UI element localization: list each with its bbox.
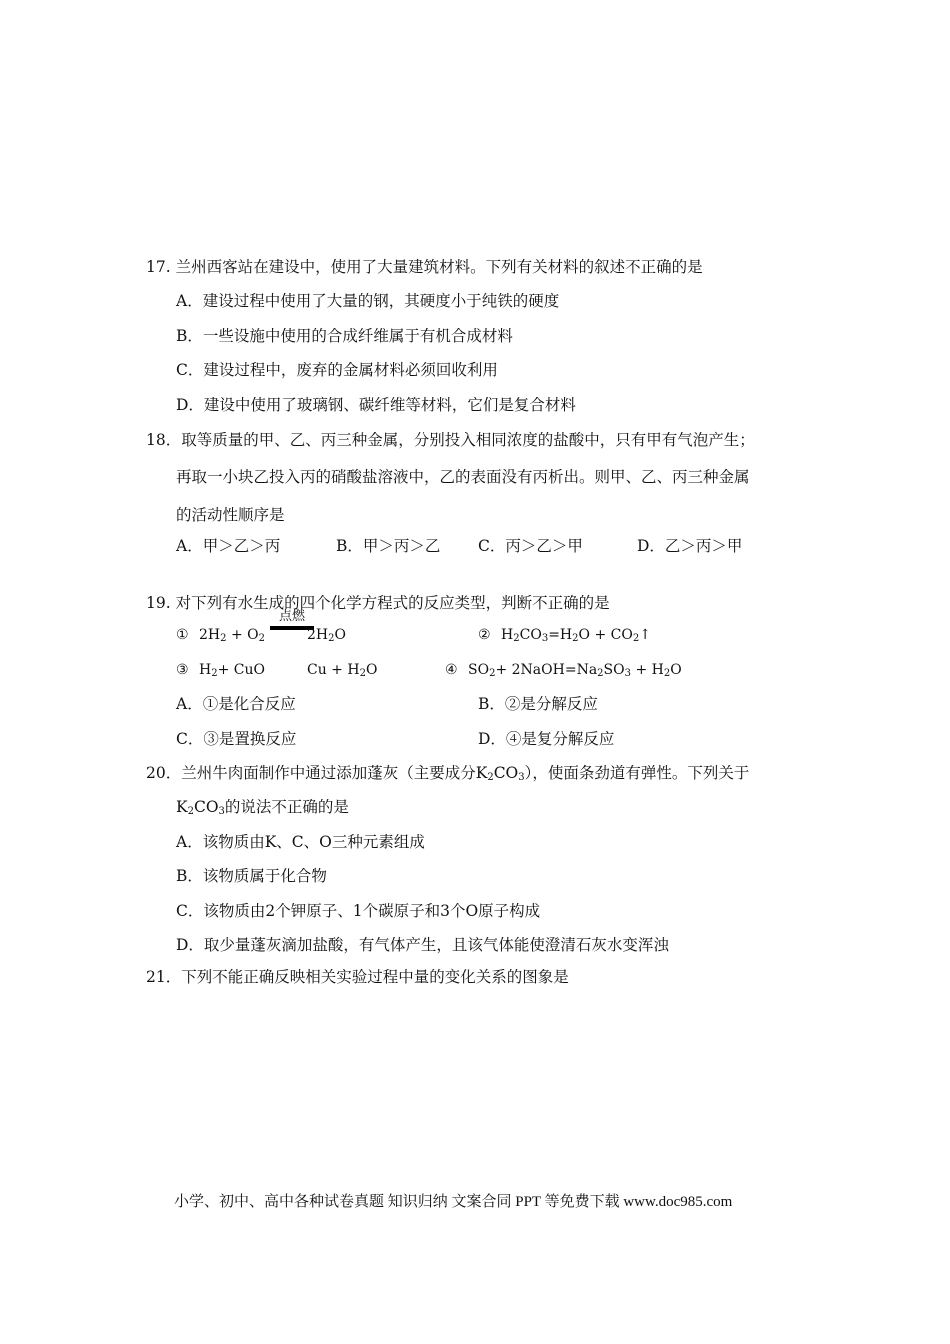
question-17-option-c: C．建设过程中，废弃的金属材料必须回收利用: [176, 361, 498, 379]
question-18-stem-line-1: 18．取等质量的甲、乙、丙三种金属，分别投入相同浓度的盐酸中，只有甲有气泡产生；: [146, 431, 755, 449]
question-21-stem: 21．下列不能正确反映相关实验过程中量的变化关系的图象是: [146, 968, 569, 986]
question-20-option-a: A．该物质由K、C、O三种元素组成: [176, 833, 425, 851]
equation-3-products: $Cu + H_2O$: [307, 662, 378, 679]
question-19-option-b: B．②是分解反应: [478, 695, 598, 713]
question-18-stem-line-2: 再取一小块乙投入丙的硝酸盐溶液中，乙的表面没有丙析出。则甲、乙、丙三种金属: [176, 468, 750, 486]
question-19-stem: 19. 对下列有水生成的四个化学方程式的反应类型，判断不正确的是: [146, 594, 610, 612]
equation-4-number: ④: [445, 662, 458, 678]
question-20-option-c: C．该物质由2个钾原子、1个碳原子和3个O原子构成: [176, 902, 541, 920]
equation-3-number: ③: [176, 662, 189, 678]
question-17-option-b: B．一些设施中使用的合成纤维属于有机合成材料: [176, 327, 513, 345]
question-20-option-b: B．该物质属于化合物: [176, 867, 327, 885]
question-18-stem-line-3: 的活动性顺序是: [176, 506, 285, 524]
equation-4: ④ $SO_2+$ $2NaOH=Na_2SO_3 + H_2O$: [445, 662, 682, 679]
ignite-condition-label: 点燃: [278, 609, 305, 624]
page-footer: 小学、初中、高中各种试卷真题 知识归纳 文案合同 PPT 等免费下载 www.doc985.com: [174, 1194, 733, 1210]
equation-2-number: ②: [478, 627, 491, 643]
question-20-stem-line-1: 20．兰州牛肉面制作中通过添加蓬灰（主要成分$K_2CO_3$），使面条劲道有弹性。下列关于: [146, 764, 750, 783]
question-17-stem: 17. 兰州西客站在建设中，使用了大量建筑材料。下列有关材料的叙述不正确的是: [146, 258, 703, 276]
equation-2: ② $H_2CO_3=H_2O$ + $CO_2↑$: [478, 627, 651, 644]
question-18-option-a: A．甲＞乙＞丙: [176, 537, 281, 555]
question-19-option-c: C．③是置换反应: [176, 730, 297, 748]
question-17-option-a: A．建设过程中使用了大量的钢，其硬度小于纯铁的硬度: [176, 292, 560, 310]
equation-1-number: ①: [176, 627, 189, 643]
equation-3-reactants: ③ $H_2+$ CuO: [176, 662, 265, 679]
equation-1-products: $2H_2O$: [307, 627, 346, 644]
question-20-stem-line-2: $K_2CO_3$的说法不正确的是: [176, 798, 349, 817]
equation-1-reactants: ① $2H_2 + O_2$: [176, 627, 265, 644]
question-19-option-a: A．①是化合反应: [176, 695, 296, 713]
question-18-option-d: D．乙＞丙＞甲: [637, 537, 743, 555]
question-18-option-b: B．甲＞丙＞乙: [336, 537, 441, 555]
gas-arrow-icon: ↑: [639, 627, 651, 643]
question-20-option-d: D．取少量蓬灰滴加盐酸，有气体产生，且该气体能使澄清石灰水变浑浊: [176, 936, 669, 954]
question-19-option-d: D．④是复分解反应: [478, 730, 615, 748]
question-18-option-c: C．丙＞乙＞甲: [478, 537, 583, 555]
question-17-option-d: D．建设中使用了玻璃钢、碳纤维等材料，它们是复合材料: [176, 396, 576, 414]
